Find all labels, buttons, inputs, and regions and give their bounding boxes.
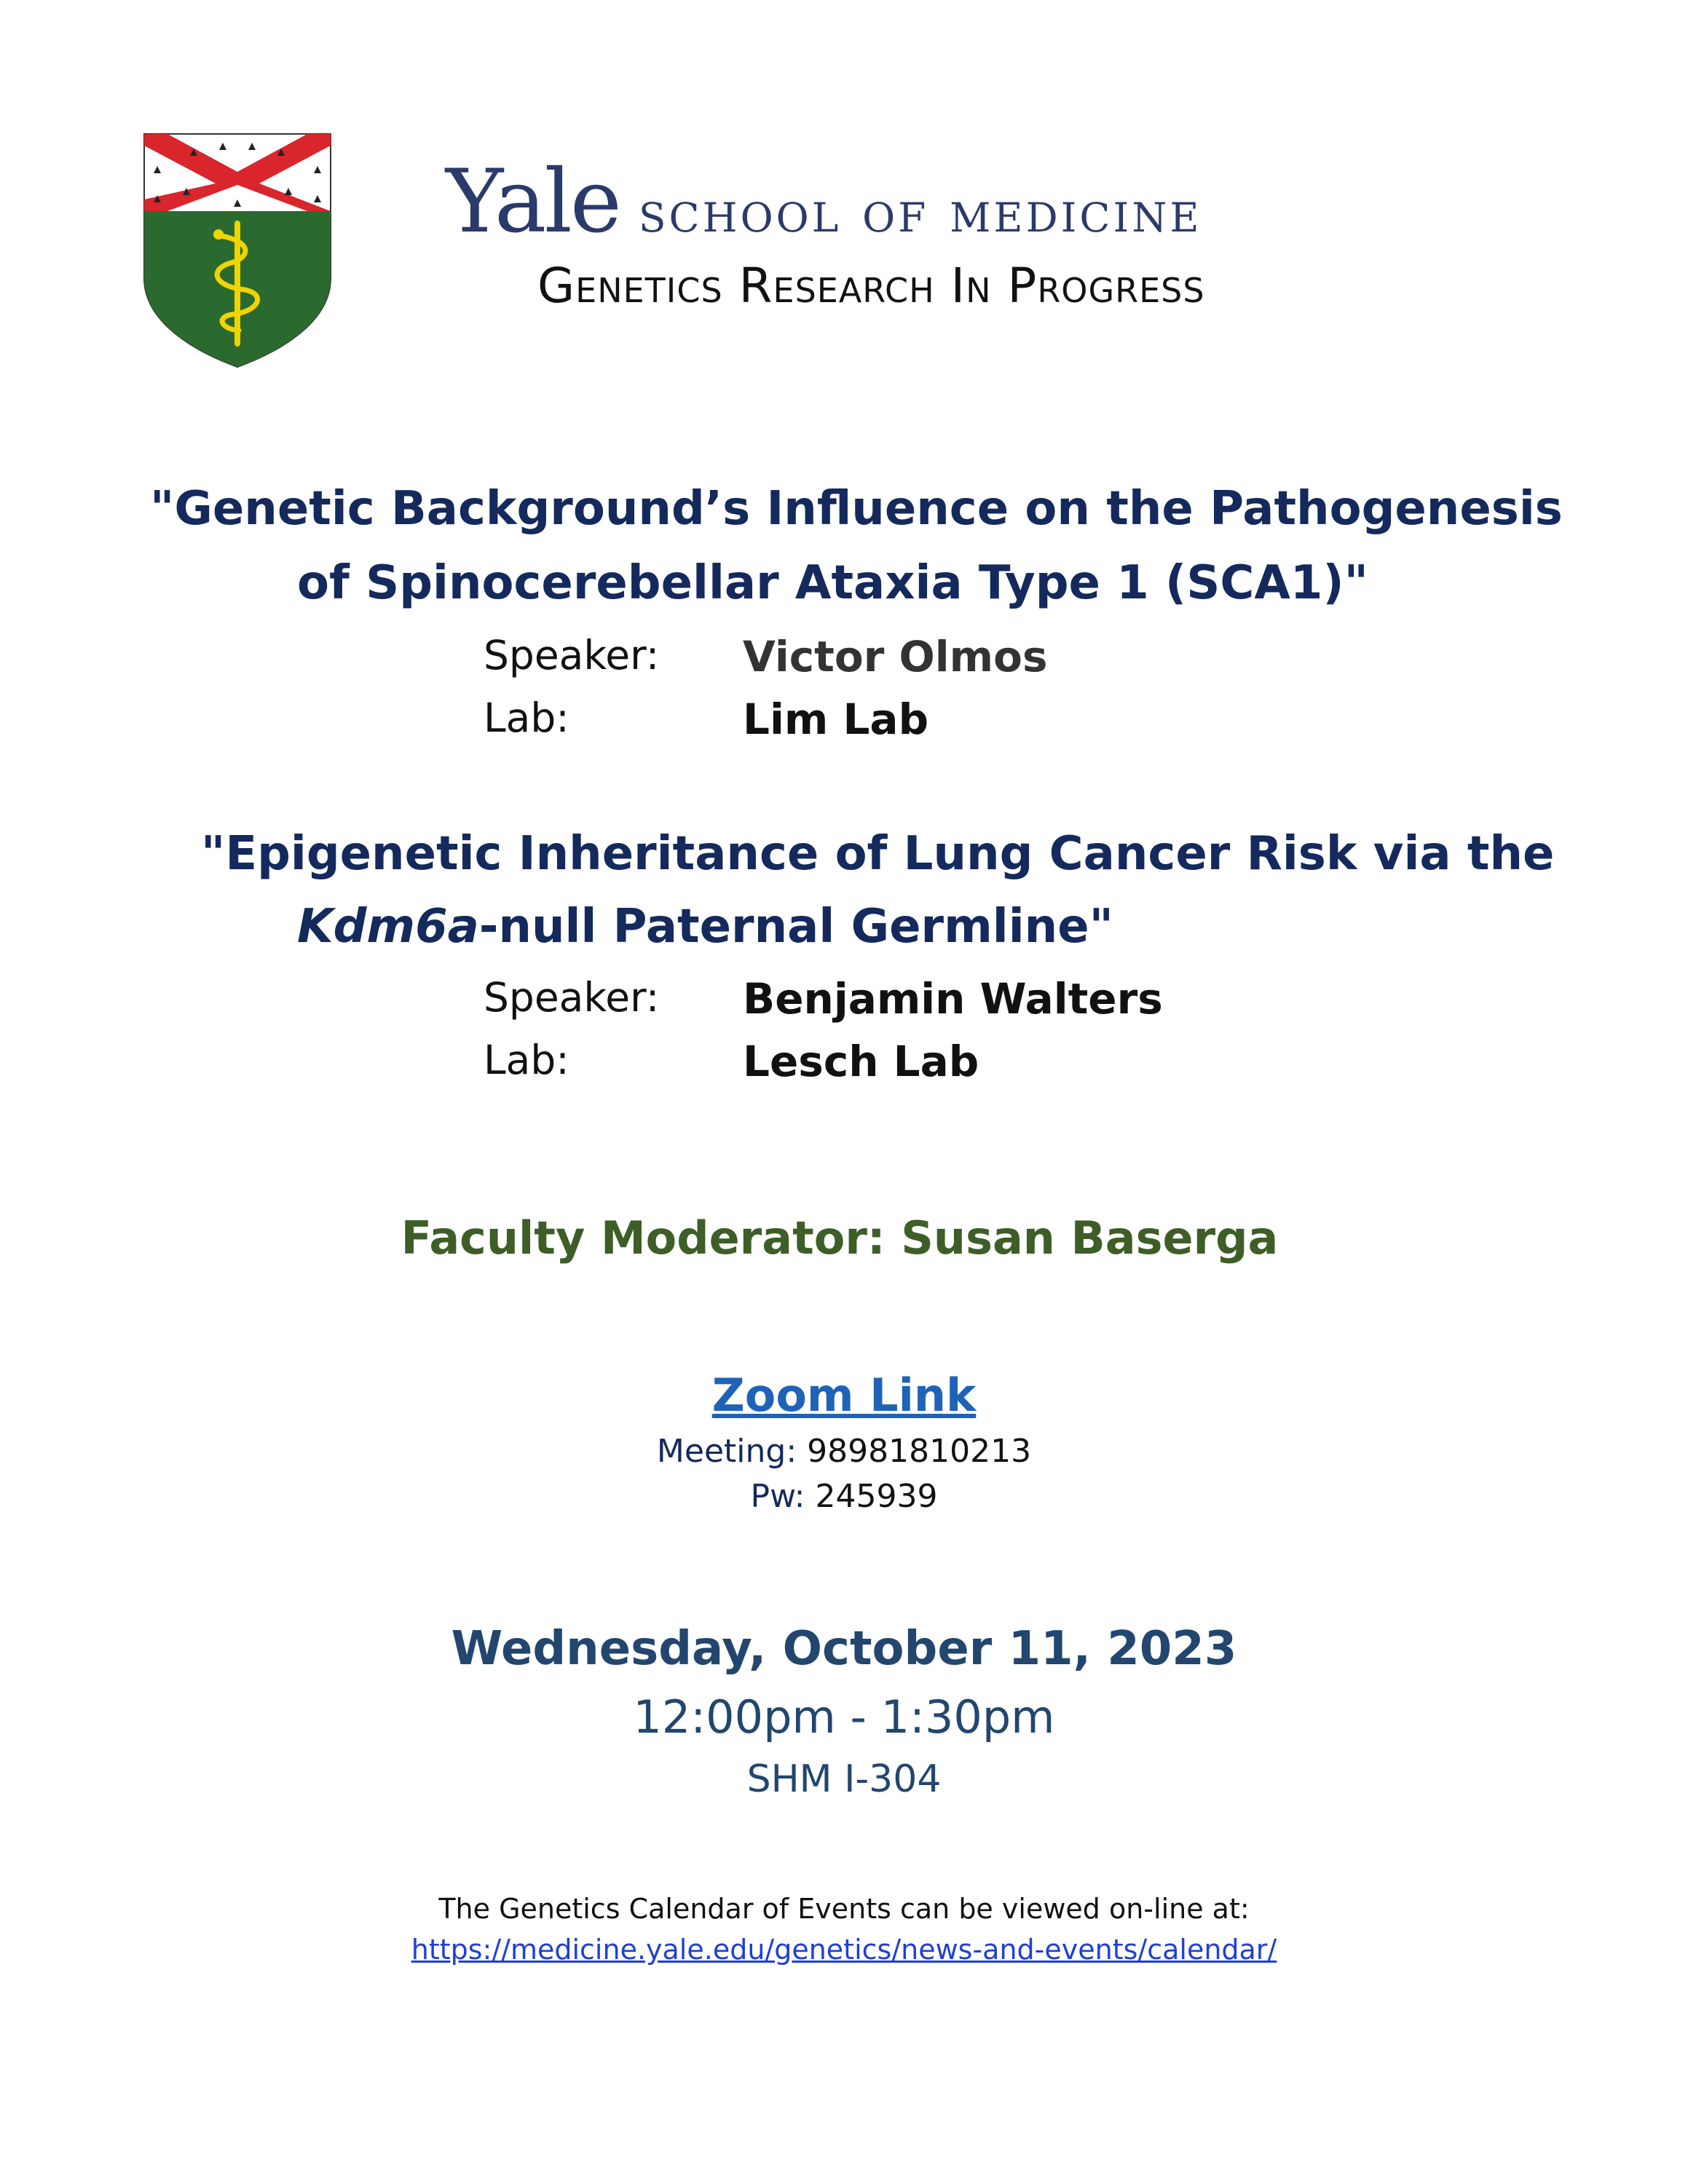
- meeting-label: Meeting:: [656, 1433, 808, 1470]
- lab-label: Lab:: [484, 1037, 569, 1083]
- talk-1-speaker-row: [484, 632, 1357, 695]
- password-label: Pw:: [750, 1478, 816, 1515]
- talk-2-details: [484, 974, 1357, 1099]
- event-date: Wednesday, October 11, 2023: [451, 1622, 1237, 1676]
- moderator-text: Faculty Moderator: Susan Baserga: [401, 1211, 1279, 1265]
- talk-2-title-line-2: [297, 900, 1113, 954]
- event-time: 12:00pm - 1:30pm: [633, 1690, 1055, 1744]
- event-room: SHM I-304: [746, 1757, 942, 1801]
- school-of-medicine-wordmark: school of medicine: [638, 180, 1202, 245]
- talk-2-title-rest: -null Paternal Germline": [478, 900, 1113, 954]
- yale-wordmark: Yale: [446, 151, 620, 253]
- school-name: [446, 151, 1202, 253]
- program-title: Genetics Research In Progress: [537, 258, 1205, 314]
- lab-name: Lim Lab: [743, 695, 929, 744]
- calendar-note: The Genetics Calendar of Events can be viewed on-line at:: [438, 1893, 1250, 1925]
- speaker-name: Benjamin Walters: [743, 974, 1163, 1024]
- speaker-name: Victor Olmos: [743, 632, 1048, 681]
- gene-name: Kdm6a: [297, 900, 479, 954]
- talk-2-lab-row: [484, 1037, 1357, 1099]
- talk-1-title-line-2: of Spinocerebellar Ataxia Type 1 (SCA1)": [297, 556, 1368, 610]
- talk-1-details: [484, 632, 1357, 757]
- talk-1-title-line-1: "Genetic Background’s Influence on the Pathogenesis: [150, 482, 1563, 536]
- meeting-id-value: 98981810213: [807, 1433, 1032, 1470]
- talk-2-title-line-1: "Epigenetic Inheritance of Lung Cancer Risk via the: [201, 827, 1555, 881]
- talk-1-lab-row: [484, 695, 1357, 757]
- speaker-label: Speaker:: [484, 632, 660, 678]
- lab-name: Lesch Lab: [743, 1037, 979, 1086]
- talk-2-speaker-row: [484, 974, 1357, 1037]
- yale-medicine-shield-icon: [143, 132, 332, 369]
- faculty-moderator: [0, 1211, 1688, 1265]
- speaker-label: Speaker:: [484, 974, 660, 1021]
- lab-label: Lab:: [484, 695, 569, 741]
- calendar-url-link[interactable]: https://medicine.yale.edu/genetics/news-and-events/calendar/: [411, 1934, 1277, 1966]
- password-value: 245939: [815, 1478, 938, 1515]
- zoom-meeting-id: [0, 1433, 1688, 1470]
- zoom-password: [0, 1478, 1688, 1515]
- zoom-link[interactable]: Zoom Link: [711, 1369, 977, 1422]
